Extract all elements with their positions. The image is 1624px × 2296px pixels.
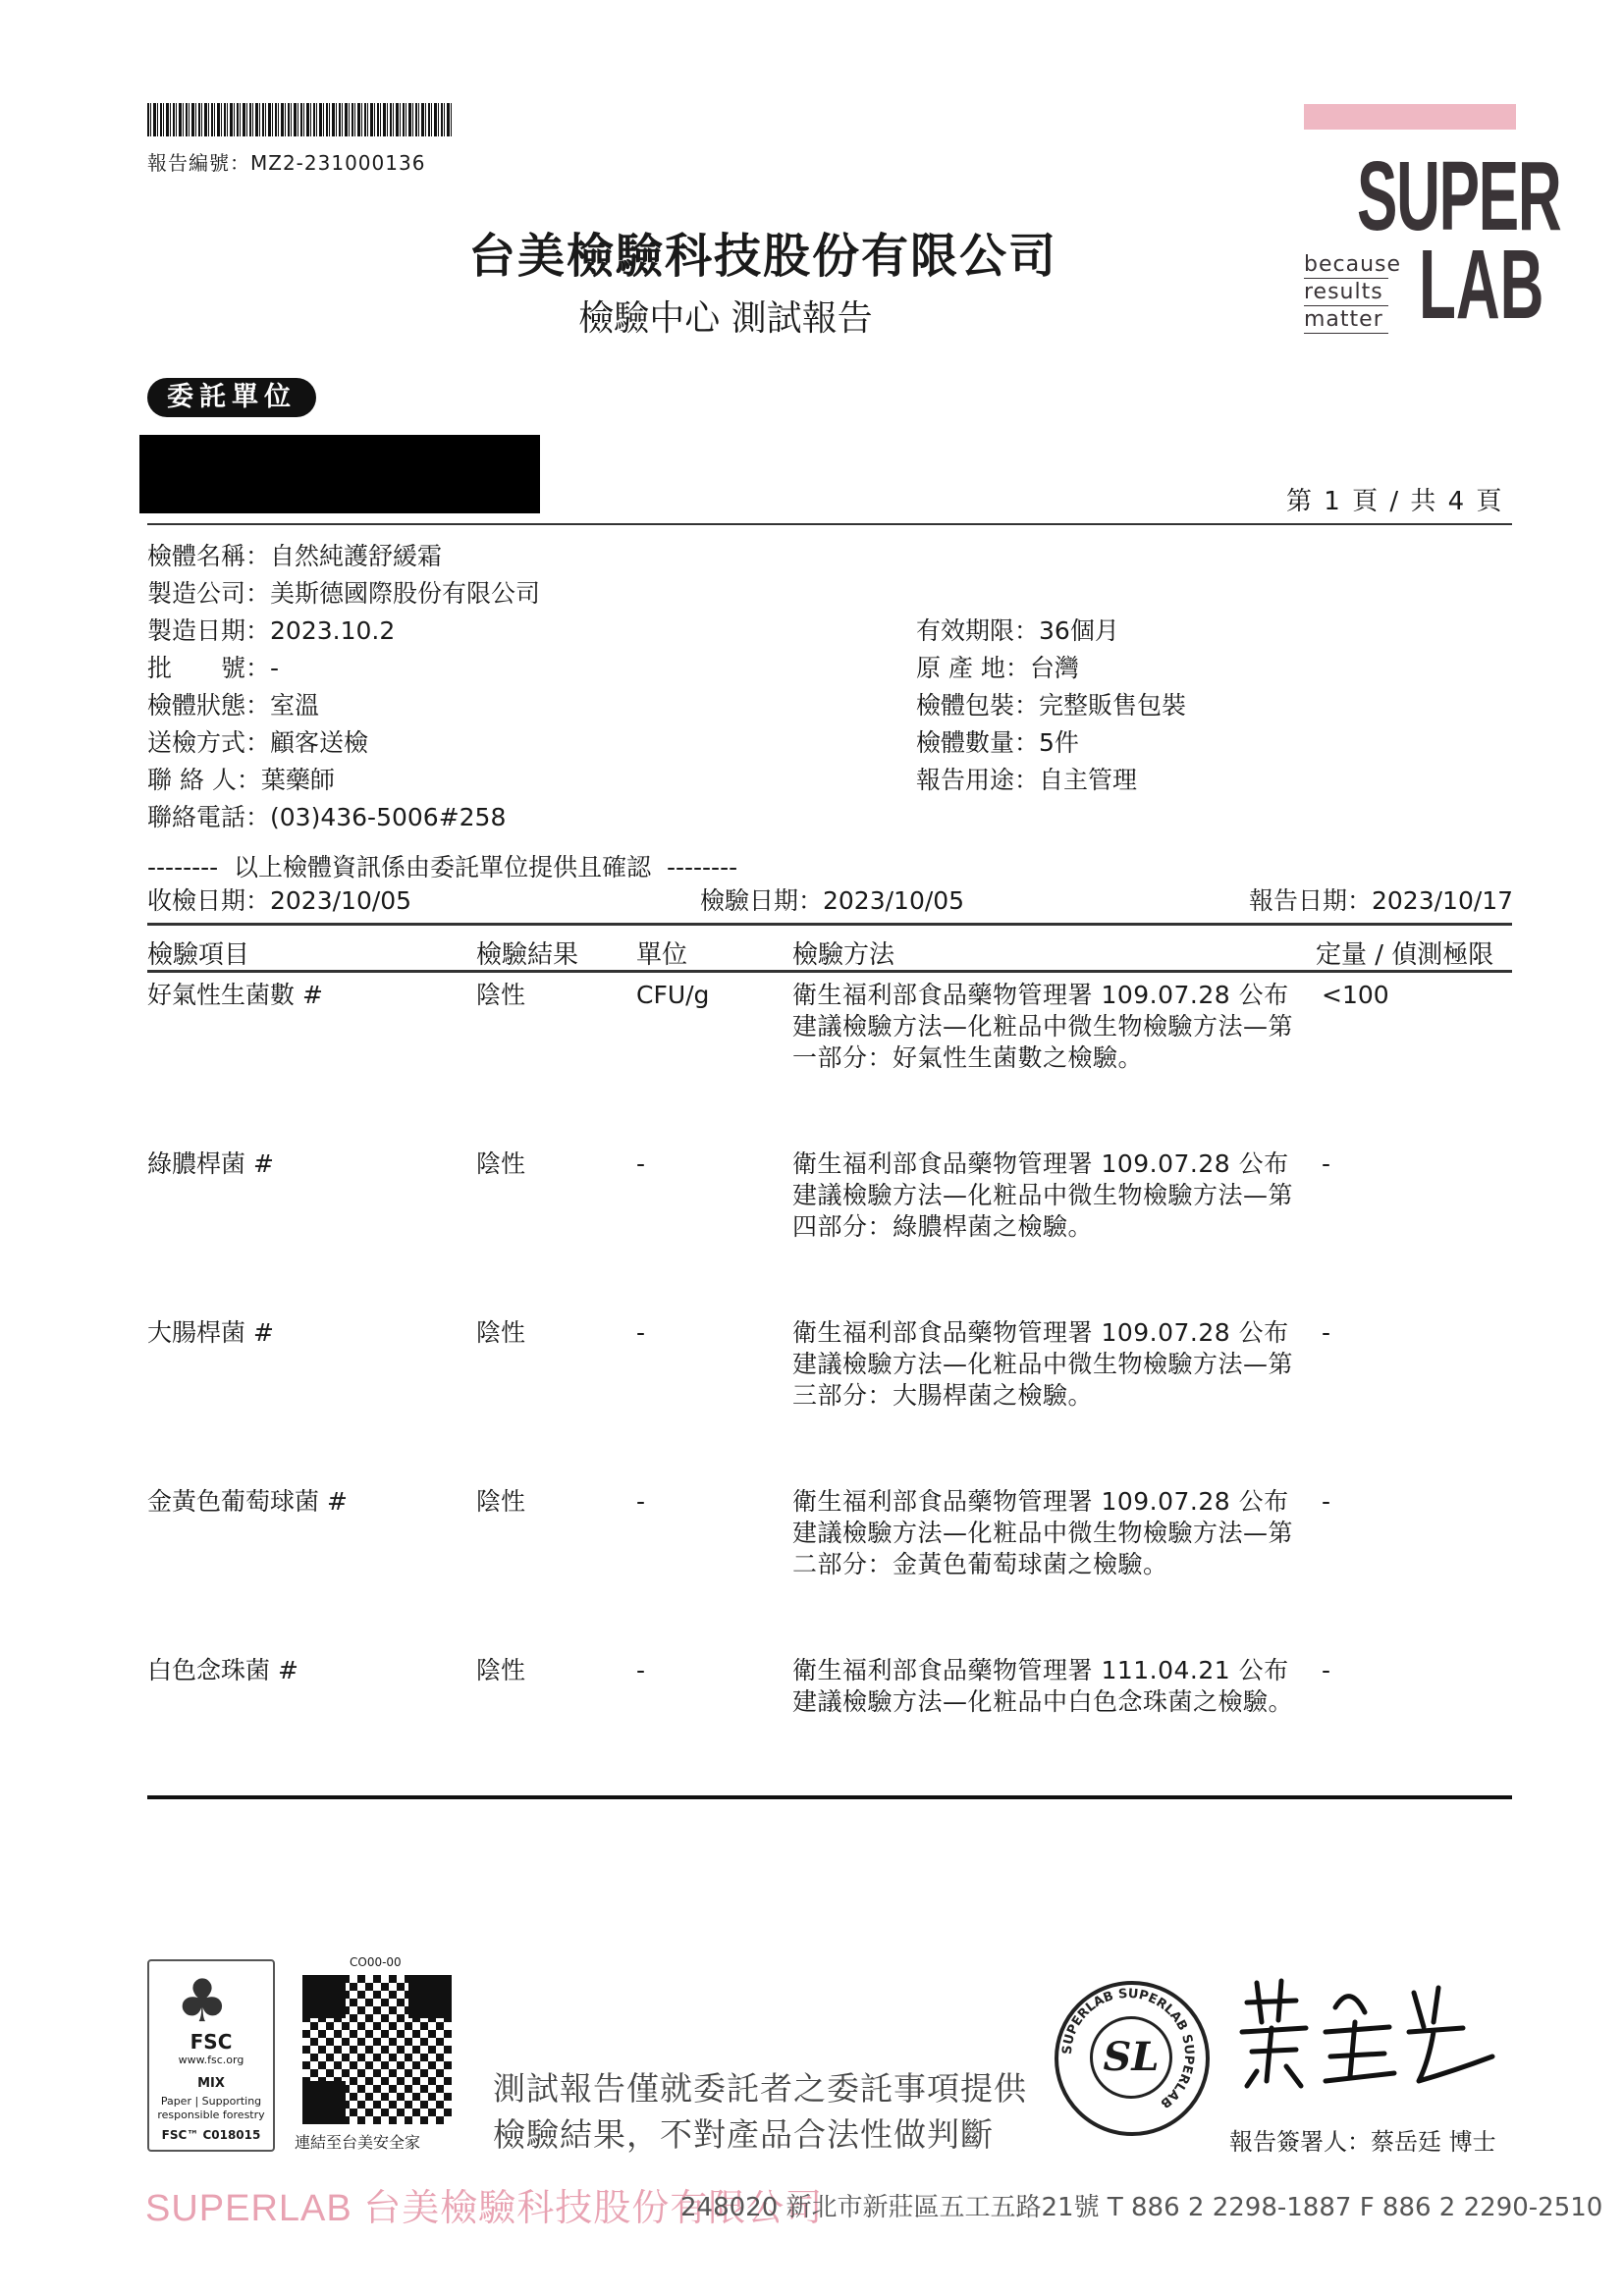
cell-result: 陰性 [476, 1487, 526, 1516]
qr-caption: 連結至台美安全家 [295, 2133, 421, 2152]
footer-address: 248020 新北市新莊區五工五路21號 T 886 2 2298-1887 F 886 2 2290-2510 [680, 2193, 1603, 2222]
info-label: 有效期限： [916, 616, 1040, 645]
sample-info-right [916, 613, 1186, 799]
cell-method: 衛生福利部食品藥物管理署 109.07.28 公布建議檢驗方法—化粧品中微生物檢驗方法—第一部分：好氣性生菌數之檢驗。 [792, 981, 1294, 1072]
cell-unit: - [636, 1318, 646, 1347]
company-title [0, 218, 1624, 286]
info-label: 檢體狀態： [147, 691, 271, 720]
header-item: 檢驗項目 [147, 940, 250, 970]
sample-info-left [147, 538, 540, 836]
report-subtitle-text: 檢驗中心 測試報告 [578, 298, 873, 339]
info-label: 聯絡電話： [147, 803, 271, 831]
qr-top-code: CO00-00 [350, 1955, 402, 1969]
info-row [147, 650, 540, 687]
logo-tagline-line: matter [1304, 306, 1388, 334]
confirm-line: -------- 以上檢體資訊係由委託單位提供且確認 -------- [147, 853, 738, 881]
info-row [147, 762, 540, 799]
table-header-rule [147, 970, 1512, 973]
test-date: 檢驗日期：2023/10/05 [700, 886, 965, 915]
header-result: 檢驗結果 [476, 940, 579, 970]
info-label: 送檢方式： [147, 728, 271, 757]
cell-limit: - [1322, 1149, 1331, 1178]
info-label: 批 號： [147, 654, 271, 682]
info-row [147, 613, 540, 650]
receive-date: 收檢日期：2023/10/05 [147, 886, 412, 915]
table-bottom-rule [147, 1795, 1512, 1799]
info-label: 檢體名稱： [147, 542, 271, 570]
cell-unit: CFU/g [636, 981, 710, 1009]
seal-logo: SL [1090, 2016, 1172, 2099]
cell-item: 大腸桿菌 # [147, 1318, 274, 1347]
client-redacted-block [139, 435, 540, 513]
logo-tagline-line: because [1304, 252, 1402, 277]
info-label: 檢體包裝： [916, 691, 1040, 720]
header-method: 檢驗方法 [792, 940, 895, 970]
disclaimer-line: 測試報告僅就委託者之委託事項提供 [493, 2069, 1027, 2108]
info-label: 報告用途： [916, 766, 1040, 794]
info-value: 室溫 [270, 691, 320, 720]
logo-accent-bar [1304, 104, 1516, 130]
table-top-rule [147, 923, 1512, 926]
fsc-site: www.fsc.org [178, 2054, 244, 2066]
info-value: 5件 [1039, 728, 1079, 757]
cell-item: 白色念珠菌 # [147, 1656, 298, 1684]
signature-image [1227, 1963, 1502, 2101]
fsc-code: FSC™ C018015 [161, 2128, 261, 2142]
cell-item: 綠膿桿菌 # [147, 1149, 274, 1178]
cell-unit: - [636, 1656, 646, 1684]
info-row [916, 762, 1186, 799]
info-value: - [270, 654, 280, 682]
info-row [916, 724, 1186, 762]
info-value: 完整販售包裝 [1039, 691, 1187, 720]
info-label: 檢體數量： [916, 728, 1040, 757]
cell-unit: - [636, 1487, 646, 1516]
info-row [916, 650, 1186, 687]
info-value: (03)436-5006#258 [270, 803, 507, 831]
info-value: 葉藥師 [260, 766, 335, 794]
client-badge: 委託單位 [147, 378, 316, 417]
cell-method: 衛生福利部食品藥物管理署 109.07.28 公布建議檢驗方法—化粧品中微生物檢驗方法—第三部分：大腸桿菌之檢驗。 [792, 1318, 1294, 1410]
info-value: 顧客送檢 [270, 728, 369, 757]
company-title-text: 台美檢驗科技股份有限公司 [467, 229, 1057, 284]
cell-method: 衛生福利部食品藥物管理署 111.04.21 公布建議檢驗方法—化粧品中白色念珠菌之檢驗。 [792, 1656, 1294, 1716]
info-value: 美斯德國際股份有限公司 [270, 579, 541, 608]
page-indicator: 第 1 頁 / 共 4 頁 [1286, 487, 1504, 516]
info-row [916, 687, 1186, 724]
info-value: 36個月 [1039, 616, 1119, 645]
cell-item: 好氣性生菌數 # [147, 981, 323, 1009]
disclaimer [493, 2065, 1027, 2158]
disclaimer-line: 檢驗結果，不對產品合法性做判斷 [493, 2115, 994, 2154]
logo-tagline-line: results [1304, 279, 1388, 306]
svg-text:SUPERLAB SUPERLAB SUPERLAB: SUPERLAB SUPERLAB SUPERLAB [1059, 1986, 1197, 2111]
info-value: 台灣 [1029, 654, 1079, 682]
cell-item: 金黃色葡萄球菌 # [147, 1487, 348, 1516]
cell-method: 衛生福利部食品藥物管理署 109.07.28 公布建議檢驗方法—化粧品中微生物檢驗方法—第四部分：綠膿桿菌之檢驗。 [792, 1149, 1294, 1241]
logo-lab: LAB [1419, 230, 1544, 340]
cell-result: 陰性 [476, 1318, 526, 1347]
cell-result: 陰性 [476, 1656, 526, 1684]
fsc-desc: Paper | Supporting responsible forestry [157, 2095, 265, 2121]
info-value: 2023.10.2 [270, 616, 396, 645]
fsc-title: FSC [189, 2030, 233, 2054]
info-label: 製造公司： [147, 579, 271, 608]
divider [147, 523, 1512, 525]
info-label: 原 產 地： [916, 654, 1030, 682]
cell-limit: - [1322, 1318, 1331, 1347]
info-row [147, 799, 540, 836]
logo-super: SUPER [1357, 141, 1561, 251]
footer-brand: SUPERLAB 台美檢驗科技股份有限公司 [145, 2188, 824, 2229]
header-limit: 定量 / 偵測極限 [1316, 940, 1494, 970]
info-row [147, 687, 540, 724]
cell-limit: - [1322, 1656, 1331, 1684]
cell-limit: - [1322, 1487, 1331, 1516]
info-row [147, 724, 540, 762]
info-value: 自然純護舒緩霜 [270, 542, 443, 570]
barcode [147, 103, 454, 136]
report-subtitle [0, 291, 1624, 341]
fsc-tree-icon: ♣ [176, 1967, 229, 2036]
cell-unit: - [636, 1149, 646, 1178]
report-date: 報告日期：2023/10/17 [1249, 886, 1514, 915]
info-label: 製造日期： [147, 616, 271, 645]
info-row [147, 575, 540, 613]
fsc-label-text [147, 2030, 275, 2142]
info-row [147, 538, 540, 575]
cell-result: 陰性 [476, 981, 526, 1009]
cell-result: 陰性 [476, 1149, 526, 1178]
fsc-mix: MIX [197, 2076, 225, 2091]
signer: 報告簽署人：蔡岳廷 博士 [1229, 2128, 1496, 2156]
info-label: 聯 絡 人： [147, 766, 261, 794]
cell-method: 衛生福利部食品藥物管理署 109.07.28 公布建議檢驗方法—化粧品中微生物檢驗方法—第二部分：金黃色葡萄球菌之檢驗。 [792, 1487, 1294, 1578]
report-number: 報告編號：MZ2-231000136 [147, 151, 426, 175]
header-unit: 單位 [636, 940, 688, 970]
qr-code[interactable] [302, 1975, 452, 2124]
cell-limit: <100 [1322, 981, 1389, 1009]
info-value: 自主管理 [1039, 766, 1138, 794]
info-row [916, 613, 1186, 650]
